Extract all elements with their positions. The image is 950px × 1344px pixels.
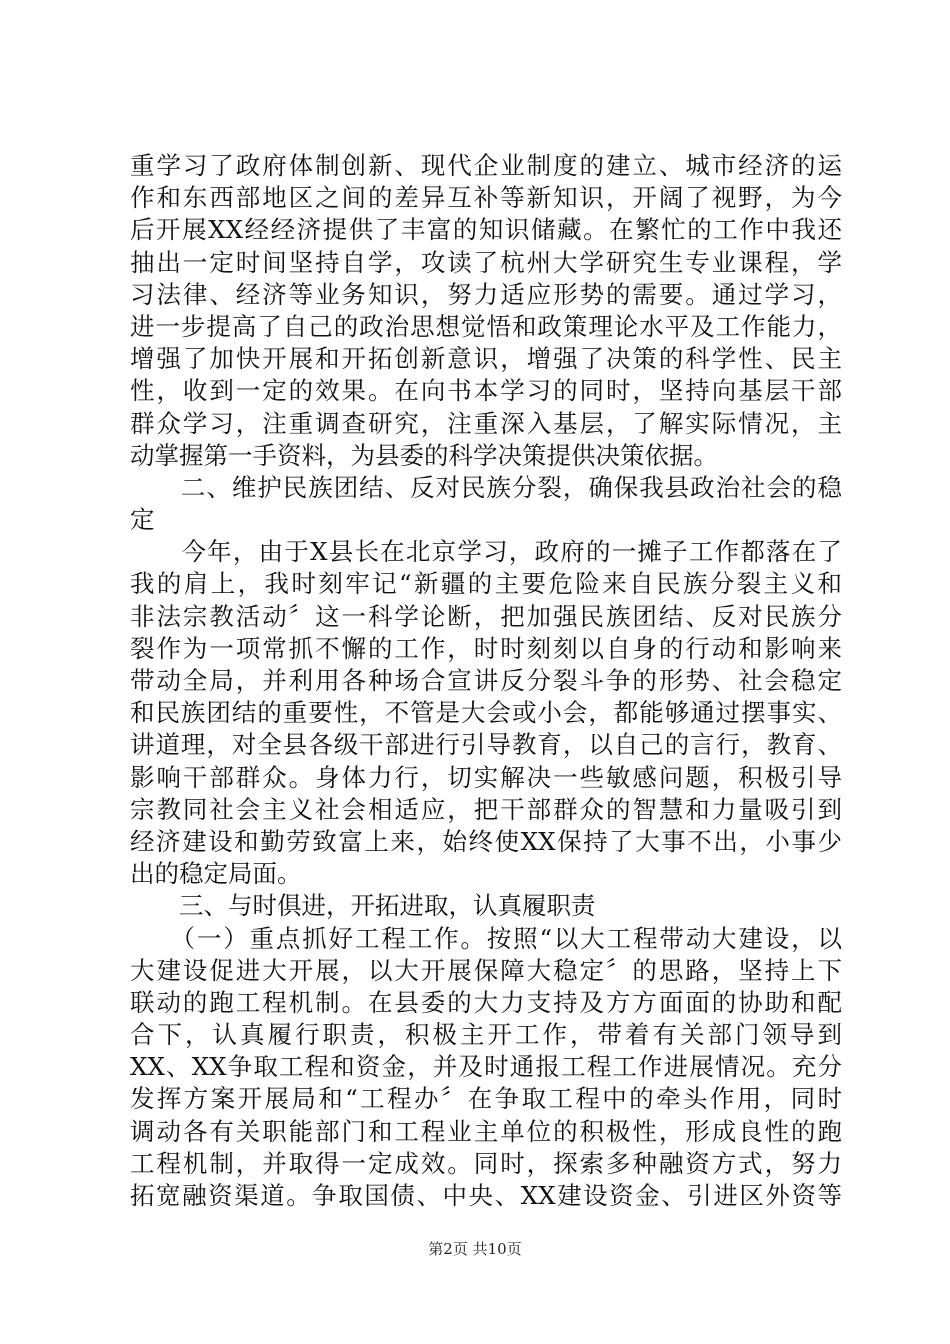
text-line: 出的稳定局面。 xyxy=(130,859,302,889)
text-line: 讲道理，对全县各级干部进行引导教育，以自己的言行，教育、 xyxy=(130,730,842,760)
text-line: 调动各有关职能部门和工程业主单位的积极性，形成良性的跑 xyxy=(130,1116,842,1146)
text-line: 增强了加快开展和开拓创新意识，增强了决策的科学性、民主 xyxy=(130,344,842,374)
text-line: 非法宗教活动〞这一科学论断，把加强民族团结、反对民族分 xyxy=(130,601,842,631)
text-line: 大建设促进大开展，以大开展保障大稳定〞的思路，坚持上下 xyxy=(130,955,842,985)
text-line: 后开展XX经经济提供了丰富的知识储藏。在繁忙的工作中我还 xyxy=(130,215,842,245)
text-line: （一）重点抓好工程工作。按照“以大工程带动大建设，以 xyxy=(130,923,842,953)
text-line: 作和东西部地区之间的差异互补等新知识，开阔了视野，为今 xyxy=(130,183,842,213)
text-line: 动掌握第一手资料，为县委的科学决策提供决策依据。 xyxy=(130,440,718,470)
text-line: 联动的跑工程机制。在县委的大力支持及方方面面的协助和配 xyxy=(130,987,842,1017)
page-footer: 第2页 共10页 xyxy=(428,1240,522,1258)
text-line: 经济建设和勤劳致富上来，始终使XX保持了大事不出，小事少 xyxy=(130,826,842,856)
text-line: 性，收到一定的效果。在向书本学习的同时，坚持向基层干部 xyxy=(130,376,842,406)
text-line: 裂作为一项常抓不懈的工作，时时刻刻以自身的行动和影响来 xyxy=(130,633,842,663)
text-line: 定 xyxy=(130,505,155,535)
text-line: 工程机制，并取得一定成效。同时，探索多种融资方式，努力 xyxy=(130,1148,842,1178)
text-line: 宗教同社会主义社会相适应，把干部群众的智慧和力量吸引到 xyxy=(130,794,842,824)
text-line: 合下，认真履行职责，积极主开工作，带着有关部门领导到 xyxy=(130,1020,842,1050)
text-line: 二、维护民族团结、反对民族分裂，确保我县政治社会的稳 xyxy=(130,472,842,502)
body-text xyxy=(130,150,842,1212)
text-line: 重学习了政府体制创新、现代企业制度的建立、城市经济的运 xyxy=(130,151,842,180)
text-line: 三、与时俱进，开拓进取，认真履职责 xyxy=(130,891,596,921)
text-line: 拓宽融资渠道。争取国债、中央、XX建设资金、引进区外资等 xyxy=(130,1181,842,1210)
text-line: 习法律、经济等业务知识，努力适应形势的需要。通过学习， xyxy=(130,279,842,309)
text-line: 和民族团结的重要性，不管是大会或小会，都能够通过摆事实、 xyxy=(130,698,842,728)
text-line: 发挥方案开展局和“工程办〞在争取工程中的牵头作用，同时 xyxy=(130,1084,842,1114)
text-line: XX、XX争取工程和资金，并及时通报工程工作进展情况。充分 xyxy=(130,1052,842,1082)
text-line: 进一步提高了自己的政治思想觉悟和政策理论水平及工作能力， xyxy=(130,311,842,341)
text-line: 带动全局，并利用各种场合宣讲反分裂斗争的形势、社会稳定 xyxy=(130,666,842,695)
text-line: 今年，由于X县长在北京学习，政府的一摊子工作都落在了 xyxy=(130,537,842,567)
text-line: 抽出一定时间坚持自学，攻读了杭州大学研究生专业课程，学 xyxy=(130,247,842,277)
text-line: 影响干部群众。身体力行，切实解决一些敏感问题，积极引导 xyxy=(130,762,842,792)
text-line: 我的肩上，我时刻牢记“新疆的主要危险来自民族分裂主义和 xyxy=(130,569,842,599)
text-line: 群众学习，注重调查研究，注重深入基层，了解实际情况，主 xyxy=(130,408,842,438)
